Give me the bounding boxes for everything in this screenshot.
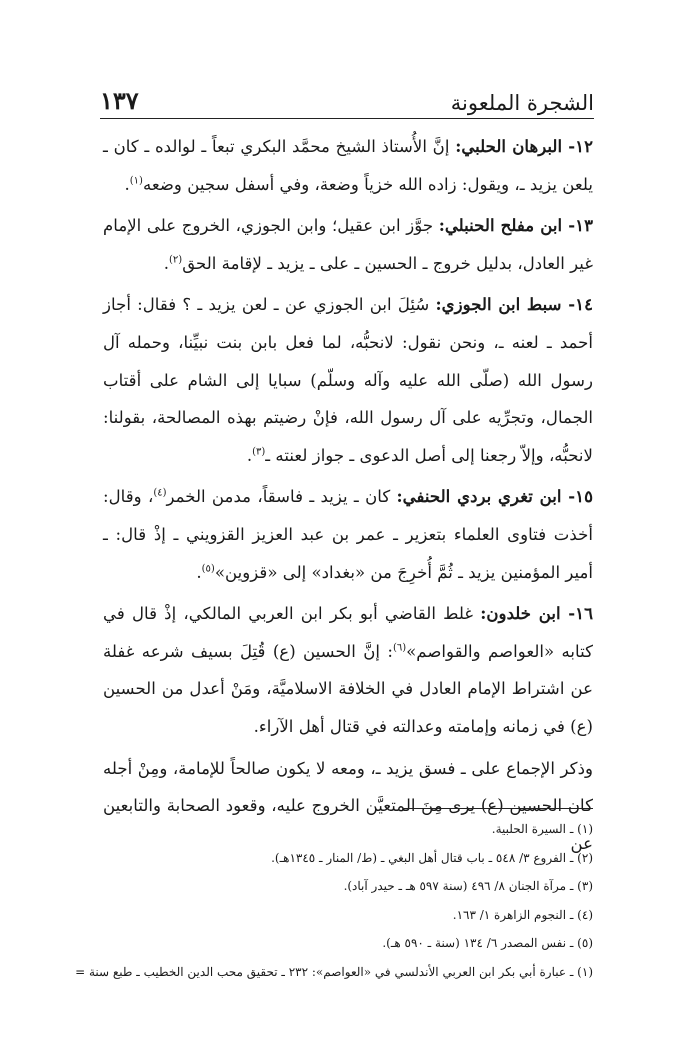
footnote-divider bbox=[403, 808, 593, 809]
footnote-item: (٢) ـ الفروع ٣/ ٥٤٨ ـ باب قتال أهل البغي ـ (ط/ المنار ـ ١٣٤٥هـ). bbox=[271, 850, 593, 865]
paragraph-lead: ١٥- ابن تغري بردي الحنفي: bbox=[396, 486, 593, 507]
footnote-ref: (٣) bbox=[252, 446, 266, 458]
paragraph-tail: . bbox=[196, 562, 202, 582]
footnote-item: (٣) ـ مرآة الجنان ٨/ ٤٩٦ (سنة ٥٩٧ هـ ـ حيدر آباد). bbox=[343, 879, 593, 894]
paragraph-14 bbox=[103, 286, 593, 474]
paragraph-lead: ١٦- ابن خلدون: bbox=[480, 603, 593, 624]
page-header bbox=[100, 84, 594, 119]
paragraph-13 bbox=[103, 207, 593, 282]
paragraph-lead: ١٤- سبط ابن الجوزي: bbox=[435, 294, 593, 315]
footnote-ref: (٥) bbox=[201, 563, 215, 574]
footnote-item: (١) ـ عبارة أبي بكر ابن العربي الأندلسي في «العواصم»: ٢٣٢ ـ تحقيق محب الدين الخطيب ـ طبع سنة = bbox=[75, 964, 593, 979]
paragraph-tail: . bbox=[163, 253, 169, 273]
paragraph-tail: . bbox=[124, 174, 130, 194]
footnote-ref: (١) bbox=[129, 175, 143, 187]
footnote-item: (١) ـ السيرة الحلبية. bbox=[491, 822, 593, 836]
footnotes bbox=[75, 815, 593, 987]
paragraph-text: إنَّ الأُستاذ الشيخ محمَّد البكري تبعاً ـ لوالده ـ كان ـ يلعن يزيد ـ، ويقول: زاده الله خزياً وضعة، وفي أسفل سجين وضعه bbox=[103, 137, 593, 194]
paragraph-tail: . bbox=[246, 445, 253, 465]
paragraph-12 bbox=[103, 128, 593, 203]
main-text bbox=[103, 128, 593, 866]
paragraph-16 bbox=[103, 595, 593, 745]
paragraph-lead: ١٢- البرهان الحلبي: bbox=[455, 136, 593, 156]
footnote-ref: (٢) bbox=[169, 254, 183, 266]
footnote-item: (٥) ـ نفس المصدر ٦/ ١٣٤ (سنة ـ ٥٩٠ هـ). bbox=[382, 936, 593, 951]
footnote-ref: (٤) bbox=[153, 487, 167, 499]
paragraph-text: كان ـ يزيد ـ فاسقاً، مدمن الخمر bbox=[166, 487, 397, 507]
footnote-ref: (٦) bbox=[392, 642, 407, 654]
paragraph-text: وذكر الإجماع على ـ فسق يزيد ـ، ومعه لا يكون صالحاً للإمامة، ومِنْ أجله كان الحسين (ع) يرى مِنَ المتعيَّن الخروج عليه، وقعود الصحابة والتابعين عن bbox=[103, 758, 593, 853]
paragraph-text: سُئِلَ ابن الجوزي عن ـ لعن يزيد ـ ؟ فقال: أجاز أحمد ـ لعنه ـ، ونحن نقول: لانحبُّه، لما فعل بابن بنت نبيِّنا، وحمله آل رسول الله (صلّى الله عليه وآله وسلّم) سبايا إلى الشام على أقتاب الجمال، وتجرِّيه على آل رسول الله، فإنْ رضيتم بهذه المصالحة، بقولنا: لانحبُّه، وإلاّ رجعنا إلى أصل الدعوى ـ جواز لعنته ـ bbox=[103, 295, 593, 465]
paragraph-text: جوَّز ابن عقيل؛ وابن الجوزي، الخروج على الإمام غير العادل، بدليل خروج ـ الحسين ـ على ـ يزيد ـ لإقامة الحق bbox=[103, 216, 593, 273]
paragraph-15 bbox=[103, 478, 593, 591]
paragraph-tail: ، وقال: أخذت فتاوى العلماء بتعزير ـ عمر بن عبد العزيز القزويني ـ إذْ قال: ـ أمير المؤمنين يزيد ـ ثُمَّ أُخرِجَ من «بغداد» إلى «قزوين» bbox=[103, 487, 593, 582]
paragraph-text: غلط القاضي أبو بكر ابن العربي المالكي، إذْ قال في كتابه «العواصم والقواصم» bbox=[103, 604, 593, 661]
running-title: الشجرة الملعونة bbox=[450, 91, 594, 115]
footnote-item: (٤) ـ النجوم الزاهرة ١/ ١٦٣. bbox=[452, 907, 593, 922]
paragraph-lead: ١٣- ابن مفلح الحنبلي: bbox=[438, 215, 593, 236]
page-number: ١٣٧ bbox=[100, 86, 139, 115]
paragraph-tail: : إنَّ الحسين (ع) قُتِلَ بسيف شرعه غفلة عن اشتراط الإمام العادل في الخلافة الاسلاميَّة، ومَنْ أعدل من الحسين (ع) في زمانه وإمامته وعدالته في قتال أهل الآراء. bbox=[103, 641, 593, 736]
